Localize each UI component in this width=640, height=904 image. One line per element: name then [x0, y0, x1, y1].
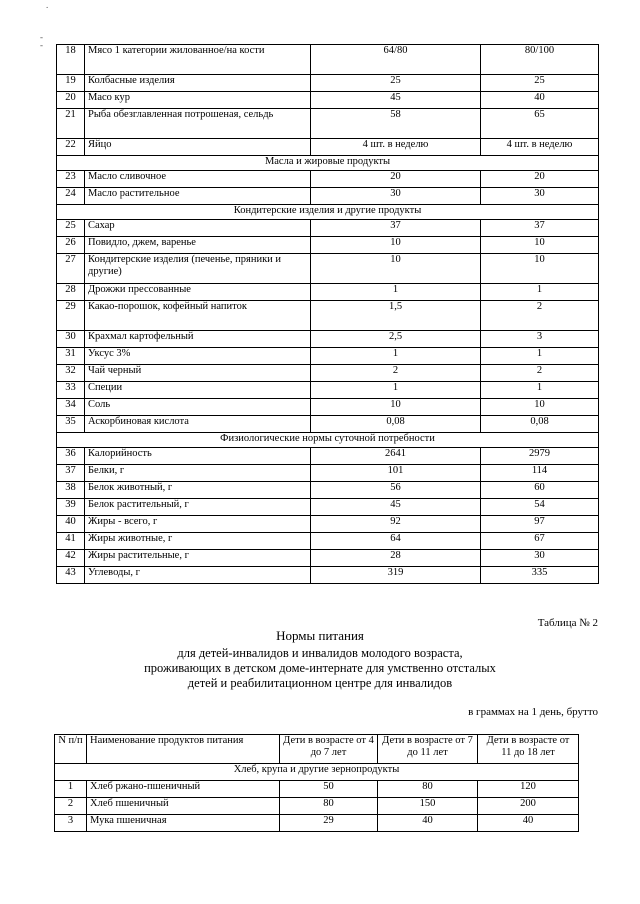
scan-mark: -	[40, 40, 43, 50]
norm-value-group-2: 20	[481, 171, 599, 188]
row-number: 37	[57, 465, 85, 482]
row-number: 38	[57, 482, 85, 499]
product-name: Мука пшеничная	[87, 815, 280, 832]
norm-value-group-1: 45	[311, 499, 481, 516]
title-line-2: проживающих в детском доме-интернате для умственно отсталых	[144, 661, 496, 675]
norm-age-7-11: 40	[378, 815, 478, 832]
norm-value-group-1: 319	[311, 567, 481, 584]
table-row	[57, 482, 599, 499]
row-number: 3	[55, 815, 87, 832]
norm-age-11-18: 40	[478, 815, 579, 832]
product-name: Масло сливочное	[85, 171, 311, 188]
norm-value-group-2: 1	[481, 382, 599, 399]
row-number: 20	[57, 92, 85, 109]
table-row	[57, 171, 599, 188]
row-number: 43	[57, 567, 85, 584]
norm-value-group-2: 30	[481, 188, 599, 205]
product-name: Белок животный, г	[85, 482, 311, 499]
unit-note: в граммах на 1 день, брутто	[468, 706, 598, 718]
nutrition-norms-table-1	[56, 44, 599, 584]
table-row	[55, 781, 579, 798]
row-number: 35	[57, 416, 85, 433]
norm-age-4-7: 80	[280, 798, 378, 815]
norm-value-group-2: 30	[481, 550, 599, 567]
section-title: Масла и жировые продукты	[57, 156, 599, 171]
row-number: 26	[57, 237, 85, 254]
norm-value-group-2: 0,08	[481, 416, 599, 433]
row-number: 31	[57, 348, 85, 365]
row-number: 39	[57, 499, 85, 516]
table-row	[57, 45, 599, 75]
norm-value-group-2: 3	[481, 331, 599, 348]
norm-value-group-1: 92	[311, 516, 481, 533]
page-title: Нормы питания	[276, 628, 364, 643]
product-name: Яйцо	[85, 139, 311, 156]
header-cell: N п/п	[55, 735, 87, 764]
table-row	[57, 567, 599, 584]
norm-value-group-2: 60	[481, 482, 599, 499]
product-name: Масо кур	[85, 92, 311, 109]
table-row	[57, 365, 599, 382]
table-row	[57, 301, 599, 331]
table-row	[57, 237, 599, 254]
product-name: Рыба обезглавленная потрошеная, сельдь	[85, 109, 311, 139]
table-row	[57, 550, 599, 567]
norm-value-group-2: 67	[481, 533, 599, 550]
norm-value-group-2: 2979	[481, 448, 599, 465]
product-name: Мясо 1 категории жилованное/на кости	[85, 45, 311, 75]
row-number: 27	[57, 254, 85, 284]
norm-value-group-2: 2	[481, 301, 599, 331]
product-name: Калорийность	[85, 448, 311, 465]
row-number: 32	[57, 365, 85, 382]
table-row	[57, 399, 599, 416]
table-row	[57, 465, 599, 482]
table-row	[57, 75, 599, 92]
norm-value-group-1: 2	[311, 365, 481, 382]
norm-value-group-2: 97	[481, 516, 599, 533]
header-cell: Дети в возрасте от 11 до 18 лет	[478, 735, 579, 764]
norm-value-group-1: 64/80	[311, 45, 481, 75]
norm-value-group-1: 10	[311, 254, 481, 284]
norm-age-4-7: 50	[280, 781, 378, 798]
norm-value-group-2: 10	[481, 237, 599, 254]
row-number: 25	[57, 220, 85, 237]
product-name: Чай черный	[85, 365, 311, 382]
table-header-row	[55, 735, 579, 764]
section-row	[57, 156, 599, 171]
norm-value-group-1: 1	[311, 284, 481, 301]
table-row	[57, 382, 599, 399]
product-name: Жиры - всего, г	[85, 516, 311, 533]
row-number: 29	[57, 301, 85, 331]
row-number: 28	[57, 284, 85, 301]
norm-value-group-1: 1	[311, 348, 481, 365]
norm-value-group-1: 1,5	[311, 301, 481, 331]
table-row	[57, 499, 599, 516]
row-number: 42	[57, 550, 85, 567]
section-title: Физиологические нормы суточной потребности	[57, 433, 599, 448]
product-name: Специи	[85, 382, 311, 399]
product-name: Повидло, джем, варенье	[85, 237, 311, 254]
table-number-label: Таблица № 2	[537, 617, 598, 629]
table-row	[57, 188, 599, 205]
norm-value-group-2: 1	[481, 284, 599, 301]
norm-value-group-1: 4 шт. в неделю	[311, 139, 481, 156]
row-number: 21	[57, 109, 85, 139]
title-line-3: детей и реабилитационном центре для инвалидов	[187, 676, 453, 690]
row-number: 30	[57, 331, 85, 348]
norm-value-group-1: 28	[311, 550, 481, 567]
scan-mark: -	[40, 32, 43, 42]
norm-value-group-2: 114	[481, 465, 599, 482]
row-number: 41	[57, 533, 85, 550]
norm-value-group-2: 40	[481, 92, 599, 109]
header-cell: Наименование продуктов питания	[87, 735, 280, 764]
norm-age-4-7: 29	[280, 815, 378, 832]
product-name: Колбасные изделия	[85, 75, 311, 92]
norm-value-group-2: 80/100	[481, 45, 599, 75]
section-row	[55, 764, 579, 781]
product-name: Уксус 3%	[85, 348, 311, 365]
norm-age-7-11: 80	[378, 781, 478, 798]
norm-value-group-1: 10	[311, 237, 481, 254]
table-row	[57, 516, 599, 533]
table-row	[57, 331, 599, 348]
product-name: Хлеб ржано-пшеничный	[87, 781, 280, 798]
header-cell: Дети в возрасте от 7 до 11 лет	[378, 735, 478, 764]
norm-value-group-1: 2,5	[311, 331, 481, 348]
nutrition-norms-table-2	[54, 734, 579, 832]
section-title: Кондитерские изделия и другие продукты	[57, 205, 599, 220]
table-row	[57, 92, 599, 109]
norm-value-group-1: 58	[311, 109, 481, 139]
row-number: 24	[57, 188, 85, 205]
norm-value-group-2: 10	[481, 399, 599, 416]
norm-value-group-2: 65	[481, 109, 599, 139]
product-name: Углеводы, г	[85, 567, 311, 584]
norm-age-7-11: 150	[378, 798, 478, 815]
norm-value-group-1: 20	[311, 171, 481, 188]
product-name: Соль	[85, 399, 311, 416]
row-number: 22	[57, 139, 85, 156]
norm-age-11-18: 120	[478, 781, 579, 798]
table-row	[57, 416, 599, 433]
norm-value-group-2: 37	[481, 220, 599, 237]
product-name: Белок растительный, г	[85, 499, 311, 516]
table-row	[57, 448, 599, 465]
norm-value-group-1: 45	[311, 92, 481, 109]
scan-mark: .	[46, 0, 49, 10]
norm-value-group-2: 2	[481, 365, 599, 382]
section-title: Хлеб, крупа и другие зернопродукты	[55, 764, 579, 781]
norm-value-group-2: 4 шт. в неделю	[481, 139, 599, 156]
row-number: 36	[57, 448, 85, 465]
product-name: Белки, г	[85, 465, 311, 482]
product-name: Крахмал картофельный	[85, 331, 311, 348]
title-line-1: для детей-инвалидов и инвалидов молодого возраста,	[177, 646, 463, 660]
product-name: Какао-порошок, кофейный напиток	[85, 301, 311, 331]
table-row	[57, 533, 599, 550]
product-name: Жиры животные, г	[85, 533, 311, 550]
row-number: 33	[57, 382, 85, 399]
norm-value-group-1: 37	[311, 220, 481, 237]
norm-value-group-1: 2641	[311, 448, 481, 465]
norm-age-11-18: 200	[478, 798, 579, 815]
row-number: 40	[57, 516, 85, 533]
norm-value-group-1: 0,08	[311, 416, 481, 433]
row-number: 19	[57, 75, 85, 92]
table-row	[57, 348, 599, 365]
product-name: Аскорбиновая кислота	[85, 416, 311, 433]
norm-value-group-1: 30	[311, 188, 481, 205]
product-name: Хлеб пшеничный	[87, 798, 280, 815]
norm-value-group-1: 101	[311, 465, 481, 482]
row-number: 34	[57, 399, 85, 416]
table-row	[57, 109, 599, 139]
table-row	[57, 139, 599, 156]
row-number: 18	[57, 45, 85, 75]
product-name: Сахар	[85, 220, 311, 237]
table-row	[57, 284, 599, 301]
table-row	[55, 815, 579, 832]
row-number: 1	[55, 781, 87, 798]
norm-value-group-2: 335	[481, 567, 599, 584]
header-cell: Дети в возрасте от 4 до 7 лет	[280, 735, 378, 764]
norm-value-group-1: 1	[311, 382, 481, 399]
section-row	[57, 205, 599, 220]
table-row	[57, 220, 599, 237]
norm-value-group-1: 56	[311, 482, 481, 499]
norm-value-group-1: 10	[311, 399, 481, 416]
table-row	[55, 798, 579, 815]
norm-value-group-2: 25	[481, 75, 599, 92]
norm-value-group-2: 1	[481, 348, 599, 365]
product-name: Кондитерские изделия (печенье, пряники и другие)	[85, 254, 311, 284]
table-row	[57, 254, 599, 284]
section-row	[57, 433, 599, 448]
norm-value-group-2: 54	[481, 499, 599, 516]
row-number: 2	[55, 798, 87, 815]
product-name: Дрожжи прессованные	[85, 284, 311, 301]
row-number: 23	[57, 171, 85, 188]
norm-value-group-1: 25	[311, 75, 481, 92]
norm-value-group-1: 64	[311, 533, 481, 550]
product-name: Жиры растительные, г	[85, 550, 311, 567]
norm-value-group-2: 10	[481, 254, 599, 284]
product-name: Масло растительное	[85, 188, 311, 205]
